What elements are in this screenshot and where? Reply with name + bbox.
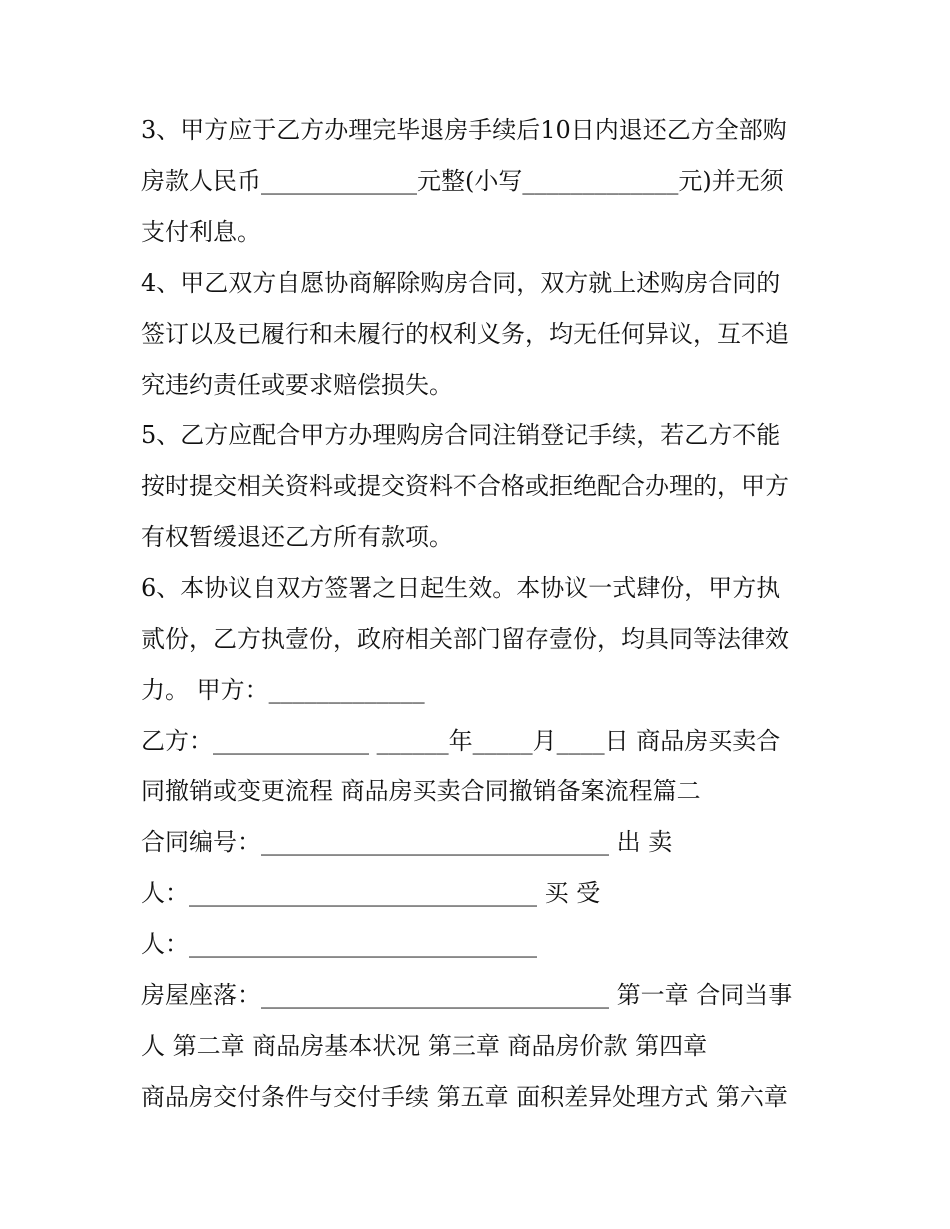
- text-line: 签订以及已履行和未履行的权利义务，均无任何异议，互不追: [141, 320, 789, 348]
- text-line: 房款人民币_____________元整(小写_____________元)并无须: [141, 167, 784, 195]
- text-line: 力。 甲方：_____________: [141, 676, 425, 704]
- text-line: 5、乙方应配合甲方办理购房合同注销登记手续，若乙方不能: [141, 421, 781, 449]
- text-line: 有权暂缓退还乙方所有款项。: [141, 523, 453, 551]
- text-line: 人：_____________________________: [141, 930, 537, 958]
- text-line: 支付利息。: [141, 218, 261, 246]
- text-line: 按时提交相关资料或提交资料不合格或拒绝配合办理的，甲方: [141, 472, 789, 500]
- text-line: 贰份，乙方执壹份，政府相关部门留存壹份，均具同等法律效: [141, 625, 789, 653]
- text-line: 合同编号：_____________________________ 出 卖: [141, 828, 673, 856]
- text-line: 人：_____________________________ 买 受: [141, 879, 601, 907]
- text-line: 房屋座落：_____________________________ 第一章 合同当事: [141, 981, 793, 1009]
- text-line: 商品房交付条件与交付手续 第五章 面积差异处理方式 第六章: [141, 1083, 788, 1111]
- text-line: 人 第二章 商品房基本状况 第三章 商品房价款 第四章: [141, 1032, 708, 1060]
- text-line: 究违约责任或要求赔偿损失。: [141, 371, 453, 399]
- text-line: 6、本协议自双方签署之日起生效。本协议一式肆份，甲方执: [141, 574, 781, 602]
- text-line: 乙方：_____________ ______年_____月____日 商品房买卖合: [141, 727, 781, 755]
- text-line: 4、甲乙双方自愿协商解除购房合同，双方就上述购房合同的: [141, 269, 781, 297]
- text-line: 3、甲方应于乙方办理完毕退房手续后10日内退还乙方全部购: [141, 116, 787, 144]
- text-line: 同撤销或变更流程 商品房买卖合同撤销备案流程篇二: [141, 777, 701, 805]
